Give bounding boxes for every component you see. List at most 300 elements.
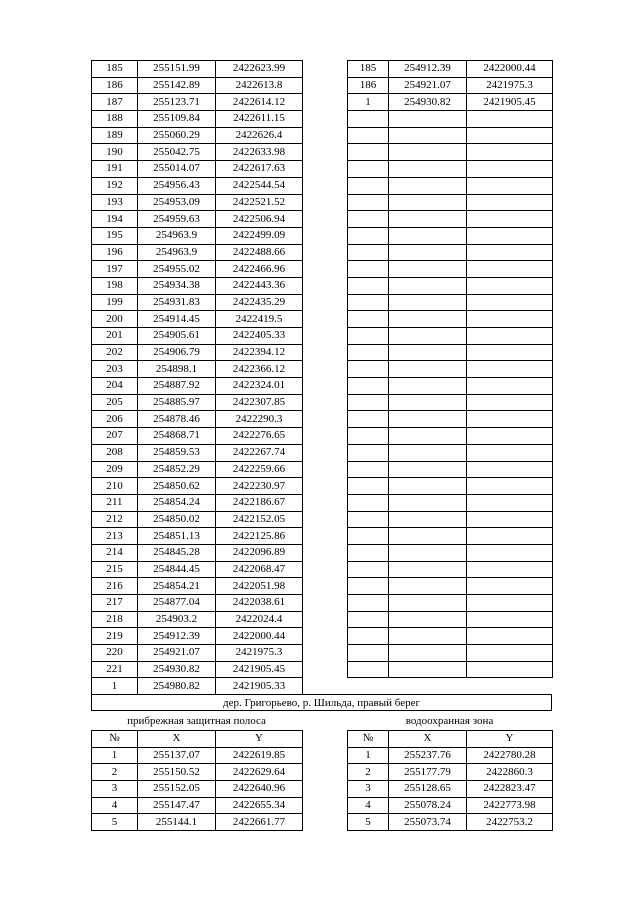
point-number-cell: 185 (92, 61, 138, 78)
point-number-cell (348, 394, 389, 411)
table-row (348, 595, 553, 612)
point-number-cell (348, 595, 389, 612)
x-coordinate-cell (389, 544, 467, 561)
point-number-cell: 2 (92, 764, 138, 781)
point-number-cell (348, 227, 389, 244)
x-coordinate-cell: 254921.07 (389, 77, 467, 94)
table-row (92, 344, 303, 361)
y-coordinate-cell: 2422435.29 (216, 294, 303, 311)
table-row (348, 544, 553, 561)
point-number-cell: 5 (348, 814, 389, 831)
table-row (92, 511, 303, 528)
x-coordinate-cell (389, 127, 467, 144)
point-number-cell: 197 (92, 261, 138, 278)
y-coordinate-cell: 2422324.01 (216, 378, 303, 395)
y-coordinate-cell: 2422823.47 (467, 781, 553, 798)
y-coordinate-cell: 2422780.28 (467, 747, 553, 764)
y-coordinate-cell: 2422051.98 (216, 578, 303, 595)
point-number-cell: 213 (92, 528, 138, 545)
y-coordinate-cell (467, 361, 553, 378)
table-row (92, 797, 303, 814)
point-number-cell (348, 311, 389, 328)
x-coordinate-cell: 254921.07 (138, 645, 216, 662)
point-number-cell: 1 (348, 747, 389, 764)
y-coordinate-cell: 2422230.97 (216, 478, 303, 495)
point-number-cell: 204 (92, 378, 138, 395)
y-coordinate-cell: 2422488.66 (216, 244, 303, 261)
x-coordinate-cell (389, 478, 467, 495)
x-coordinate-cell: 255060.29 (138, 127, 216, 144)
y-coordinate-cell (467, 511, 553, 528)
point-number-cell: 220 (92, 645, 138, 662)
point-number-cell: 187 (92, 94, 138, 111)
y-coordinate-cell: 2422623.99 (216, 61, 303, 78)
y-coordinate-cell: 2422617.63 (216, 161, 303, 178)
point-number-cell: 219 (92, 628, 138, 645)
y-coordinate-cell: 2422038.61 (216, 595, 303, 612)
table-row (348, 294, 553, 311)
y-coordinate-cell (467, 294, 553, 311)
x-coordinate-cell: 254956.43 (138, 177, 216, 194)
point-number-cell: 186 (92, 77, 138, 94)
y-coordinate-cell (467, 161, 553, 178)
table-row (348, 61, 553, 78)
table-row (92, 77, 303, 94)
y-coordinate-cell: 2422613.8 (216, 77, 303, 94)
table-row (92, 328, 303, 345)
header-y: Y (467, 731, 553, 748)
table-row (348, 528, 553, 545)
x-coordinate-cell: 254914.45 (138, 311, 216, 328)
header-number: № (348, 731, 389, 748)
header-number: № (92, 731, 138, 748)
point-number-cell (348, 578, 389, 595)
x-coordinate-cell (389, 528, 467, 545)
table-row (92, 394, 303, 411)
table-row (92, 111, 303, 128)
point-number-cell (348, 528, 389, 545)
table-row (92, 781, 303, 798)
coordinates-table-left (91, 60, 303, 695)
point-number-cell (348, 194, 389, 211)
point-number-cell (348, 294, 389, 311)
y-coordinate-cell: 2422611.15 (216, 111, 303, 128)
section-title: дер. Григорьево, р. Шильда, правый берег (91, 694, 552, 711)
x-coordinate-cell: 255177.79 (389, 764, 467, 781)
point-number-cell: 1 (92, 678, 138, 695)
point-number-cell (348, 645, 389, 662)
point-number-cell (348, 411, 389, 428)
point-number-cell: 202 (92, 344, 138, 361)
point-number-cell: 221 (92, 661, 138, 678)
header-y: Y (216, 731, 303, 748)
point-number-cell: 205 (92, 394, 138, 411)
y-coordinate-cell: 2422860.3 (467, 764, 553, 781)
table-row (348, 127, 553, 144)
header-row (92, 731, 303, 748)
x-coordinate-cell: 255078.24 (389, 797, 467, 814)
table-row (92, 211, 303, 228)
x-coordinate-cell (389, 227, 467, 244)
y-coordinate-cell: 2422366.12 (216, 361, 303, 378)
table-row (92, 294, 303, 311)
y-coordinate-cell (467, 261, 553, 278)
table-row (348, 194, 553, 211)
coordinates-table-right (347, 60, 553, 678)
x-coordinate-cell: 255137.07 (138, 747, 216, 764)
x-coordinate-cell: 254854.24 (138, 494, 216, 511)
x-coordinate-cell: 254963.9 (138, 244, 216, 261)
point-number-cell: 198 (92, 277, 138, 294)
x-coordinate-cell (389, 311, 467, 328)
table-row (348, 94, 553, 111)
water-protection-table (347, 730, 553, 831)
y-coordinate-cell: 2422614.12 (216, 94, 303, 111)
table-row (92, 378, 303, 395)
table-row (92, 528, 303, 545)
y-coordinate-cell (467, 111, 553, 128)
point-number-cell: 191 (92, 161, 138, 178)
table-row (92, 227, 303, 244)
y-coordinate-cell (467, 411, 553, 428)
y-coordinate-cell (467, 661, 553, 678)
point-number-cell: 207 (92, 428, 138, 445)
point-number-cell: 199 (92, 294, 138, 311)
x-coordinate-cell: 254878.46 (138, 411, 216, 428)
point-number-cell (348, 661, 389, 678)
table-row (92, 144, 303, 161)
x-coordinate-cell: 254854.21 (138, 578, 216, 595)
y-coordinate-cell (467, 544, 553, 561)
y-coordinate-cell: 2422267.74 (216, 444, 303, 461)
point-number-cell: 3 (348, 781, 389, 798)
x-coordinate-cell (389, 344, 467, 361)
header-x: X (138, 731, 216, 748)
y-coordinate-cell: 2422633.98 (216, 144, 303, 161)
x-coordinate-cell: 255128.65 (389, 781, 467, 798)
table-row (348, 645, 553, 662)
y-coordinate-cell (467, 378, 553, 395)
x-coordinate-cell: 255042.75 (138, 144, 216, 161)
point-number-cell (348, 494, 389, 511)
table-row (348, 814, 553, 831)
y-coordinate-cell (467, 561, 553, 578)
x-coordinate-cell: 255144.1 (138, 814, 216, 831)
point-number-cell: 217 (92, 595, 138, 612)
table-row (348, 244, 553, 261)
x-coordinate-cell: 254980.82 (138, 678, 216, 695)
y-coordinate-cell (467, 227, 553, 244)
point-number-cell (348, 428, 389, 445)
x-coordinate-cell: 254887.92 (138, 378, 216, 395)
x-coordinate-cell: 255152.05 (138, 781, 216, 798)
x-coordinate-cell: 255073.74 (389, 814, 467, 831)
point-number-cell: 185 (348, 61, 389, 78)
y-coordinate-cell (467, 127, 553, 144)
x-coordinate-cell (389, 461, 467, 478)
table-row (348, 428, 553, 445)
y-coordinate-cell: 2421975.3 (216, 645, 303, 662)
table-row (348, 444, 553, 461)
point-number-cell: 1 (348, 94, 389, 111)
y-coordinate-cell (467, 344, 553, 361)
point-number-cell (348, 244, 389, 261)
table-row (92, 478, 303, 495)
table-row (348, 227, 553, 244)
table-row (348, 578, 553, 595)
y-coordinate-cell: 2422499.09 (216, 227, 303, 244)
x-coordinate-cell: 254845.28 (138, 544, 216, 561)
table-row (348, 394, 553, 411)
table-row (348, 511, 553, 528)
y-coordinate-cell (467, 444, 553, 461)
x-coordinate-cell (389, 294, 467, 311)
point-number-cell: 4 (92, 797, 138, 814)
y-coordinate-cell: 2422290.3 (216, 411, 303, 428)
y-coordinate-cell (467, 528, 553, 545)
x-coordinate-cell (389, 595, 467, 612)
x-coordinate-cell: 254850.62 (138, 478, 216, 495)
point-number-cell: 214 (92, 544, 138, 561)
table-row (92, 661, 303, 678)
point-number-cell (348, 127, 389, 144)
y-coordinate-cell: 2422394.12 (216, 344, 303, 361)
y-coordinate-cell: 2422466.96 (216, 261, 303, 278)
point-number-cell: 203 (92, 361, 138, 378)
table-row (348, 561, 553, 578)
x-coordinate-cell: 254898.1 (138, 361, 216, 378)
x-coordinate-cell: 254930.82 (138, 661, 216, 678)
x-coordinate-cell: 255109.84 (138, 111, 216, 128)
y-coordinate-cell (467, 578, 553, 595)
point-number-cell (348, 177, 389, 194)
table-row (348, 161, 553, 178)
y-coordinate-cell (467, 311, 553, 328)
point-number-cell (348, 461, 389, 478)
point-number-cell: 2 (348, 764, 389, 781)
table-row (348, 261, 553, 278)
x-coordinate-cell: 254931.83 (138, 294, 216, 311)
point-number-cell: 190 (92, 144, 138, 161)
y-coordinate-cell: 2422629.64 (216, 764, 303, 781)
y-coordinate-cell (467, 461, 553, 478)
point-number-cell (348, 261, 389, 278)
point-number-cell: 216 (92, 578, 138, 595)
table-row (348, 328, 553, 345)
point-number-cell (348, 378, 389, 395)
y-coordinate-cell: 2421975.3 (467, 77, 553, 94)
table-row (348, 111, 553, 128)
x-coordinate-cell (389, 144, 467, 161)
y-coordinate-cell (467, 277, 553, 294)
x-coordinate-cell (389, 494, 467, 511)
point-number-cell: 196 (92, 244, 138, 261)
y-coordinate-cell: 2422024.4 (216, 611, 303, 628)
y-coordinate-cell: 2422276.65 (216, 428, 303, 445)
x-coordinate-cell: 255147.47 (138, 797, 216, 814)
table-row (348, 378, 553, 395)
x-coordinate-cell (389, 277, 467, 294)
table-row (92, 361, 303, 378)
y-coordinate-cell: 2422521.52 (216, 194, 303, 211)
point-number-cell (348, 478, 389, 495)
table-row (92, 94, 303, 111)
x-coordinate-cell: 255123.71 (138, 94, 216, 111)
y-coordinate-cell (467, 494, 553, 511)
x-coordinate-cell (389, 645, 467, 662)
coastal-strip-table (91, 730, 303, 831)
table-row (92, 678, 303, 695)
table-row (92, 127, 303, 144)
y-coordinate-cell: 2422661.77 (216, 814, 303, 831)
y-coordinate-cell (467, 428, 553, 445)
table-row (348, 797, 553, 814)
y-coordinate-cell: 2422655.34 (216, 797, 303, 814)
table-row (348, 344, 553, 361)
y-coordinate-cell (467, 394, 553, 411)
point-number-cell: 5 (92, 814, 138, 831)
table-row (348, 611, 553, 628)
point-number-cell: 193 (92, 194, 138, 211)
point-number-cell (348, 611, 389, 628)
point-number-cell: 1 (92, 747, 138, 764)
y-coordinate-cell: 2422186.67 (216, 494, 303, 511)
point-number-cell (348, 628, 389, 645)
table-row (92, 578, 303, 595)
table-row (348, 361, 553, 378)
table-row (348, 478, 553, 495)
table-row (92, 311, 303, 328)
x-coordinate-cell: 255150.52 (138, 764, 216, 781)
table-row (348, 77, 553, 94)
x-coordinate-cell: 254934.38 (138, 277, 216, 294)
x-coordinate-cell (389, 578, 467, 595)
y-coordinate-cell: 2422307.85 (216, 394, 303, 411)
table-row (92, 814, 303, 831)
x-coordinate-cell (389, 444, 467, 461)
y-coordinate-cell: 2421905.45 (216, 661, 303, 678)
table-row (92, 194, 303, 211)
y-coordinate-cell: 2422125.86 (216, 528, 303, 545)
point-number-cell: 201 (92, 328, 138, 345)
x-coordinate-cell: 254955.02 (138, 261, 216, 278)
x-coordinate-cell (389, 561, 467, 578)
y-coordinate-cell: 2422405.33 (216, 328, 303, 345)
y-coordinate-cell: 2422753.2 (467, 814, 553, 831)
header-x: X (389, 731, 467, 748)
point-number-cell: 4 (348, 797, 389, 814)
x-coordinate-cell: 254851.13 (138, 528, 216, 545)
x-coordinate-cell (389, 177, 467, 194)
table-row (348, 311, 553, 328)
table-row (348, 747, 553, 764)
x-coordinate-cell: 254852.29 (138, 461, 216, 478)
y-coordinate-cell: 2422443.36 (216, 277, 303, 294)
point-number-cell: 3 (92, 781, 138, 798)
point-number-cell: 218 (92, 611, 138, 628)
x-coordinate-cell (389, 244, 467, 261)
table-row (348, 411, 553, 428)
point-number-cell (348, 344, 389, 361)
y-coordinate-cell (467, 211, 553, 228)
y-coordinate-cell (467, 645, 553, 662)
table-row (348, 494, 553, 511)
y-coordinate-cell: 2422773.98 (467, 797, 553, 814)
x-coordinate-cell (389, 661, 467, 678)
x-coordinate-cell (389, 328, 467, 345)
point-number-cell (348, 544, 389, 561)
y-coordinate-cell: 2422544.54 (216, 177, 303, 194)
point-number-cell (348, 277, 389, 294)
table-row (92, 628, 303, 645)
y-coordinate-cell (467, 177, 553, 194)
table-row (92, 544, 303, 561)
table-row (92, 595, 303, 612)
point-number-cell (348, 511, 389, 528)
x-coordinate-cell: 254877.04 (138, 595, 216, 612)
point-number-cell: 206 (92, 411, 138, 428)
table-row (92, 494, 303, 511)
table-row (92, 428, 303, 445)
x-coordinate-cell (389, 511, 467, 528)
point-number-cell: 195 (92, 227, 138, 244)
y-coordinate-cell: 2422068.47 (216, 561, 303, 578)
y-coordinate-cell: 2422506.94 (216, 211, 303, 228)
point-number-cell: 192 (92, 177, 138, 194)
y-coordinate-cell: 2422626.4 (216, 127, 303, 144)
x-coordinate-cell: 254844.45 (138, 561, 216, 578)
x-coordinate-cell: 254885.97 (138, 394, 216, 411)
y-coordinate-cell (467, 628, 553, 645)
table-row (348, 144, 553, 161)
y-coordinate-cell (467, 478, 553, 495)
y-coordinate-cell: 2422096.89 (216, 544, 303, 561)
y-coordinate-cell: 2421905.45 (467, 94, 553, 111)
y-coordinate-cell (467, 595, 553, 612)
point-number-cell: 211 (92, 494, 138, 511)
table-row (92, 645, 303, 662)
table-row (348, 661, 553, 678)
x-coordinate-cell: 255014.07 (138, 161, 216, 178)
point-number-cell: 186 (348, 77, 389, 94)
x-coordinate-cell: 255151.99 (138, 61, 216, 78)
x-coordinate-cell: 255237.76 (389, 747, 467, 764)
point-number-cell: 208 (92, 444, 138, 461)
table-row (348, 177, 553, 194)
table-row (348, 628, 553, 645)
left-subtitle: прибрежная защитная полоса (127, 715, 266, 727)
table-row (92, 177, 303, 194)
x-coordinate-cell: 255142.89 (138, 77, 216, 94)
x-coordinate-cell: 254912.39 (138, 628, 216, 645)
x-coordinate-cell: 254859.53 (138, 444, 216, 461)
y-coordinate-cell: 2422619.85 (216, 747, 303, 764)
point-number-cell (348, 328, 389, 345)
point-number-cell: 210 (92, 478, 138, 495)
point-number-cell: 212 (92, 511, 138, 528)
right-subtitle: водоохранная зона (405, 715, 494, 727)
y-coordinate-cell: 2422419.5 (216, 311, 303, 328)
x-coordinate-cell (389, 394, 467, 411)
x-coordinate-cell (389, 411, 467, 428)
table-row (348, 764, 553, 781)
table-row (92, 611, 303, 628)
x-coordinate-cell (389, 161, 467, 178)
point-number-cell (348, 144, 389, 161)
table-row (92, 444, 303, 461)
x-coordinate-cell: 254905.61 (138, 328, 216, 345)
table-row (92, 277, 303, 294)
